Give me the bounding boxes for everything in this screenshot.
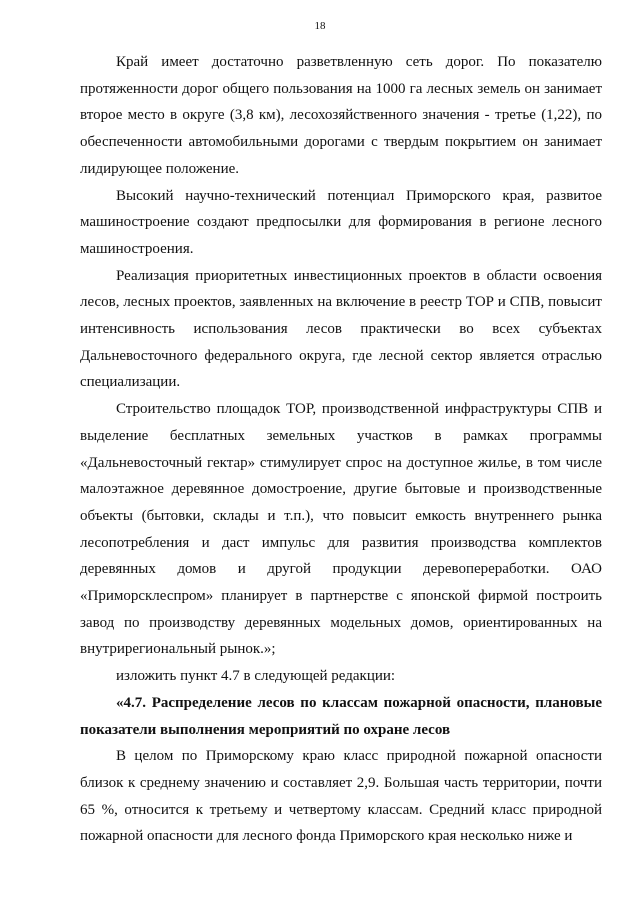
paragraph-amendment: изложить пункт 4.7 в следующей редакции: <box>116 668 396 685</box>
page-number: 18 <box>314 20 326 32</box>
paragraph-fire-danger: В целом по Приморскому краю класс природной пожарной опасности близок к среднему значению и составляет 2,9. Большая часть территории, почти 65 %, относится к третьему и четвертому классам. Средний класс природной пожарной опасности для лесного фонда Приморского края несколько ниже и <box>80 748 602 845</box>
body-text <box>80 49 602 850</box>
section-heading: «4.7. Распределение лесов по классам пожарной опасности, плановые показатели выполнения мероприятий по охране лесов <box>80 694 602 738</box>
paragraph-engineering: Высокий научно-технический потенциал Приморского края, развитое машиностроение создают предпосылки для формирования в регионе лесного машиностроения. <box>80 187 602 257</box>
paragraph-construction: Строительство площадок ТОР, производственной инфраструктуры СПВ и выделение бесплатных земельных участков в рамках программы «Дальневосточный гектар» стимулирует спрос на доступное жилье, в том числе малоэтажное деревянное домостроение, другие бытовые и производственные объекты (бытовки, склады и т.п.), что повысит емкость внутреннего рынка лесопотребления и даст импульс для развития производства комплектов деревянных домов и другой продукции деревопереработки. ОАО «Приморсклеспром» планирует в партнерстве с японской фирмой построить завод по производству деревянных модельных домов, ориентированных на внутрирегиональный рынок.»; <box>80 401 602 658</box>
paragraph-investment: Реализация приоритетных инвестиционных проектов в области освоения лесов, лесных проектов, заявленных на включение в реестр ТОР и СПВ, повысит интенсивность использования лесов практически во всех субъектах Дальневосточного федерального округа, где лесной сектор является отраслью специализации. <box>80 267 602 391</box>
paragraph-roads: Край имеет достаточно разветвленную сеть дорог. По показателю протяженности дорог общего пользования на 1000 га лесных земель он занимает второе место в округе (3,8 км), лесохозяйственного значения - третье (1,22), по обеспеченности автомобильными дорогами с твердым покрытием он занимает лидирующее положение. <box>80 54 602 177</box>
